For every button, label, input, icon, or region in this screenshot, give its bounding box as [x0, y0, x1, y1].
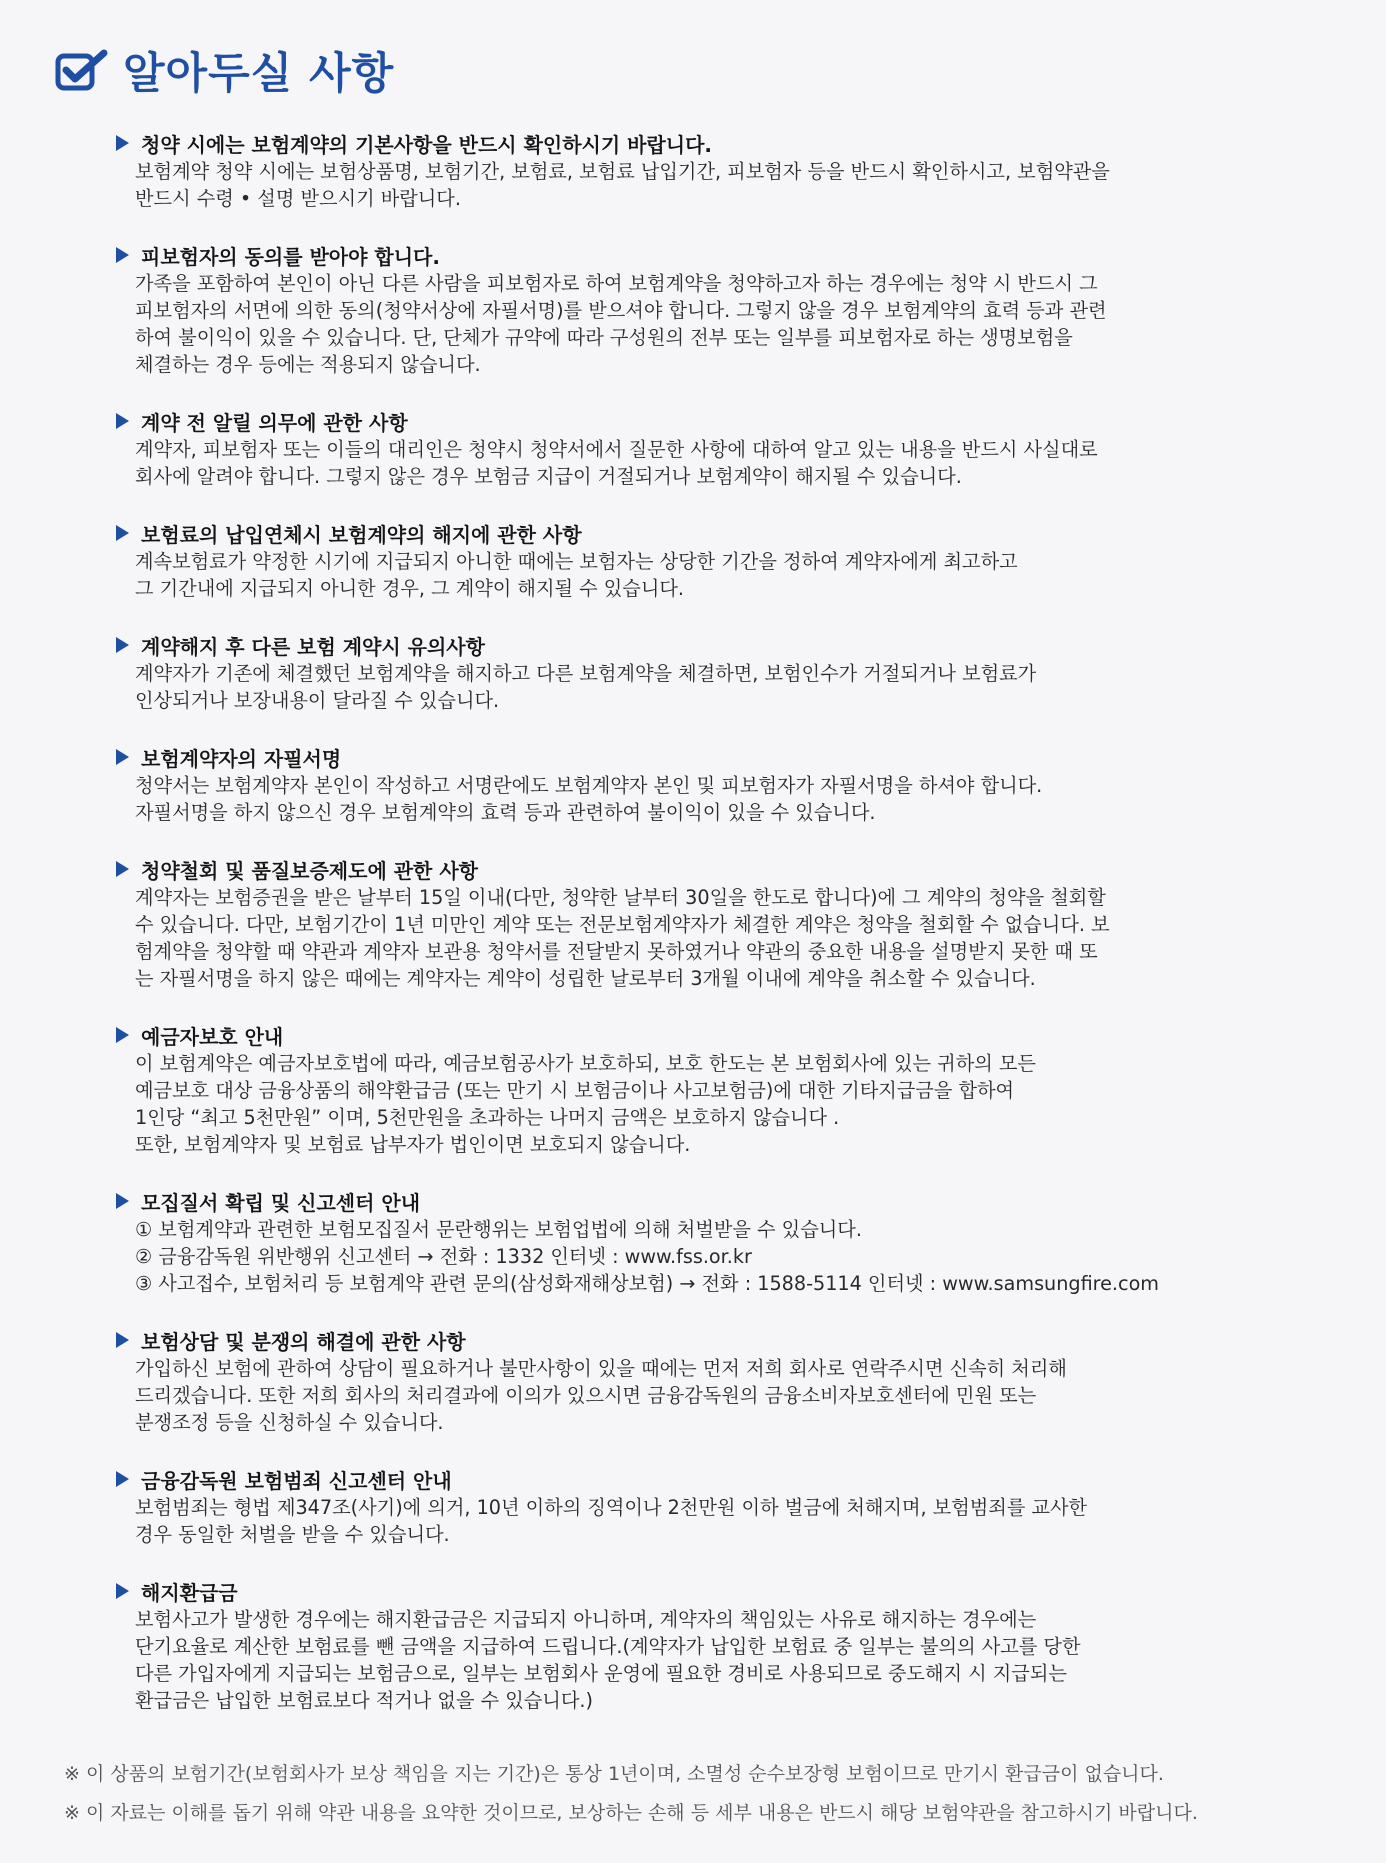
- section-title: 피보험자의 동의를 받아야 합니다.: [141, 244, 440, 269]
- section-title: 계약 전 알릴 의무에 관한 사항: [141, 410, 408, 435]
- triangle-bullet-icon: [116, 1583, 129, 1599]
- section-heading: [116, 742, 1327, 772]
- triangle-bullet-icon: [116, 247, 129, 263]
- section-title: 보험계약자의 자필서명: [141, 746, 342, 771]
- list-item: ① 보험계약과 관련한 보험모집질서 문란행위는 보험업법에 의해 처벌받을 수 있습니다.: [135, 1218, 862, 1241]
- section-body: 가족을 포함하여 본인이 아닌 다른 사람을 피보험자로 하여 보험계약을 청약하고자 하는 경우에는 청약 시 반드시 그 피보험자의 서면에 의한 동의(청약서상에 자필서명)를 받으셔야 합니다. 그렇지 않을 경우 보험계약의 효력 등과 관련 하여 불이익이 있을 수 있습니다. 단, 단체가 규약에 따라 구성원의 전부 또는 일부를 피보험자로 하는 생명보험을 체결하는 경우 등에는 적용되지 않습니다.: [135, 272, 1107, 376]
- section-heading: [116, 406, 1327, 436]
- section-body: 청약서는 보험계약자 본인이 작성하고 서명란에도 보험계약자 본인 및 피보험자가 자필서명을 하셔야 합니다. 자필서명을 하지 않으신 경우 보험계약의 효력 등과 관련하여 불이익이 있을 수 있습니다.: [135, 774, 1043, 824]
- list-item: ② 금융감독원 위반행위 신고센터 → 전화 : 1332 인터넷 : www.fss.or.kr: [135, 1245, 752, 1268]
- section-body: 계약자는 보험증권을 받은 날부터 15일 이내(다만, 청약한 날부터 30일을 한도로 합니다)에 그 계약의 청약을 철회할 수 있습니다. 다만, 보험기간이 1년 미만인 계약 또는 전문보험계약자가 체결한 계약은 청약을 철회할 수 없습니다. 보 험계약을 청약할 때 약관과 계약자 보관용 청약서를 전달받지 못하였거나 약관의 중요한 내용을 설명받지 못한 때 또 는 자필서명을 하지 않은 때에는 계약자는 계약이 성립한 날로부터 3개월 이내에 계약을 취소할 수 있습니다.: [135, 886, 1110, 990]
- section-title: 해지환급금: [141, 1580, 238, 1605]
- notice-sections: [112, 128, 1327, 1742]
- section-body: 보험사고가 발생한 경우에는 해지환급금은 지급되지 아니하며, 계약자의 책임있는 사유로 해지하는 경우에는 단기요율로 계산한 보험료를 뺀 금액을 지급하여 드립니다.(계약자가 납입한 보험료 중 일부는 불의의 사고를 당한 다른 가입자에게 지급되는 보험금으로, 일부는 보험회사 운영에 필요한 경비로 사용되므로 중도해지 시 지급되는 환급금은 납입한 보험료보다 적거나 없을 수 있습니다.): [135, 1608, 1081, 1712]
- list-item: ③ 사고접수, 보험처리 등 보험계약 관련 문의(삼성화재해상보험) → 전화 : 1588-5114 인터넷 : www.samsungfire.com: [135, 1272, 1159, 1295]
- section-title: 보험상담 및 분쟁의 해결에 관한 사항: [141, 1329, 466, 1354]
- section-title: 보험료의 납입연체시 보험계약의 해지에 관한 사항: [141, 522, 582, 547]
- section-title: 금융감독원 보험범죄 신고센터 안내: [141, 1468, 452, 1493]
- section-title: 예금자보호 안내: [141, 1024, 284, 1049]
- checkbox-check-icon: [55, 49, 109, 93]
- section-body: 가입하신 보험에 관하여 상담이 필요하거나 불만사항이 있을 때에는 먼저 저희 회사로 연락주시면 신속히 처리해 드리겠습니다. 또한 저희 회사의 처리결과에 이의가 있으시면 금융감독원의 금융소비자보호센터에 민원 또는 분쟁조정 등을 신청하실 수 있습니다.: [135, 1357, 1067, 1434]
- section-heading: [116, 630, 1327, 660]
- section-premium-delinquency: [112, 518, 1327, 602]
- section-heading: [116, 128, 1327, 158]
- triangle-bullet-icon: [116, 861, 129, 877]
- footnotes: [64, 1755, 1364, 1833]
- section-title: 모집질서 확립 및 신고센터 안내: [141, 1190, 421, 1215]
- section-heading: [116, 1020, 1327, 1050]
- section-body: 보험범죄는 형법 제347조(사기)에 의거, 10년 이하의 징역이나 2천만원 이하 벌금에 처해지며, 보험범죄를 교사한 경우 동일한 처벌을 받을 수 있습니다.: [135, 1496, 1088, 1546]
- triangle-bullet-icon: [116, 749, 129, 765]
- section-withdrawal: [112, 854, 1327, 992]
- footnote: ※ 이 자료는 이해를 돕기 위해 약관 내용을 요약한 것이므로, 보상하는 손해 등 세부 내용은 반드시 해당 보험약관을 참고하시기 바랍니다.: [64, 1802, 1198, 1824]
- section-subscription-basics: [112, 128, 1327, 212]
- section-heading: [116, 1325, 1327, 1355]
- section-heading: [116, 1576, 1327, 1606]
- section-heading: [116, 1464, 1327, 1494]
- page-title: 알아두실 사항: [123, 49, 395, 99]
- triangle-bullet-icon: [116, 1332, 129, 1348]
- section-signature: [112, 742, 1327, 826]
- section-depositor-protection: [112, 1020, 1327, 1158]
- triangle-bullet-icon: [116, 525, 129, 541]
- section-title: 계약해지 후 다른 보험 계약시 유의사항: [141, 634, 485, 659]
- section-insured-consent: [112, 240, 1327, 378]
- section-replacement-caution: [112, 630, 1327, 714]
- section-body: 계약자가 기존에 체결했던 보험계약을 해지하고 다른 보험계약을 체결하면, 보험인수가 거절되거나 보험료가 인상되거나 보장내용이 달라질 수 있습니다.: [135, 662, 1037, 712]
- page-header: [55, 40, 394, 101]
- triangle-bullet-icon: [116, 135, 129, 151]
- section-body: 계속보험료가 약정한 시기에 지급되지 아니한 때에는 보험자는 상당한 기간을 정하여 계약자에게 최고하고 그 기간내에 지급되지 아니한 경우, 그 계약이 해지될 수 있습니다.: [135, 550, 1018, 600]
- section-dispute-resolution: [112, 1325, 1327, 1436]
- footnote: ※ 이 상품의 보험기간(보험회사가 보상 책임을 지는 기간)은 통상 1년이며, 소멸성 순수보장형 보험이므로 만기시 환급금이 없습니다.: [64, 1763, 1164, 1785]
- section-heading: [116, 1186, 1327, 1216]
- section-report-center: [112, 1186, 1327, 1297]
- triangle-bullet-icon: [116, 637, 129, 653]
- triangle-bullet-icon: [116, 1027, 129, 1043]
- section-heading: [116, 518, 1327, 548]
- triangle-bullet-icon: [116, 1471, 129, 1487]
- section-surrender-value: [112, 1576, 1327, 1714]
- section-duty-of-disclosure: [112, 406, 1327, 490]
- section-insurance-fraud: [112, 1464, 1327, 1548]
- section-body: 보험계약 청약 시에는 보험상품명, 보험기간, 보험료, 보험료 납입기간, 피보험자 등을 반드시 확인하시고, 보험약관을 반드시 수령 • 설명 받으시기 바랍니다.: [135, 160, 1110, 210]
- section-body: 계약자, 피보험자 또는 이들의 대리인은 청약시 청약서에서 질문한 사항에 대하여 알고 있는 내용을 반드시 사실대로 회사에 알려야 합니다. 그렇지 않은 경우 보험금 지급이 거절되거나 보험계약이 해지될 수 있습니다.: [135, 438, 1098, 488]
- section-title: 청약 시에는 보험계약의 기본사항을 반드시 확인하시기 바랍니다.: [141, 132, 713, 157]
- section-heading: [116, 240, 1327, 270]
- section-title: 청약철회 및 품질보증제도에 관한 사항: [141, 858, 478, 883]
- triangle-bullet-icon: [116, 413, 129, 429]
- triangle-bullet-icon: [116, 1193, 129, 1209]
- section-body: 이 보험계약은 예금자보호법에 따라, 예금보험공사가 보호하되, 보호 한도는 본 보험회사에 있는 귀하의 모든 예금보호 대상 금융상품의 해약환급금 (또는 만기 시 보험금이나 사고보험금)에 대한 기타지급금을 합하여 1인당 “최고 5천만원” 이며, 5천만원을 초과하는 나머지 금액은 보호하지 않습니다 . 또한, 보험계약자 및 보험료 납부자가 법인이면 보호되지 않습니다.: [135, 1052, 1036, 1156]
- section-heading: [116, 854, 1327, 884]
